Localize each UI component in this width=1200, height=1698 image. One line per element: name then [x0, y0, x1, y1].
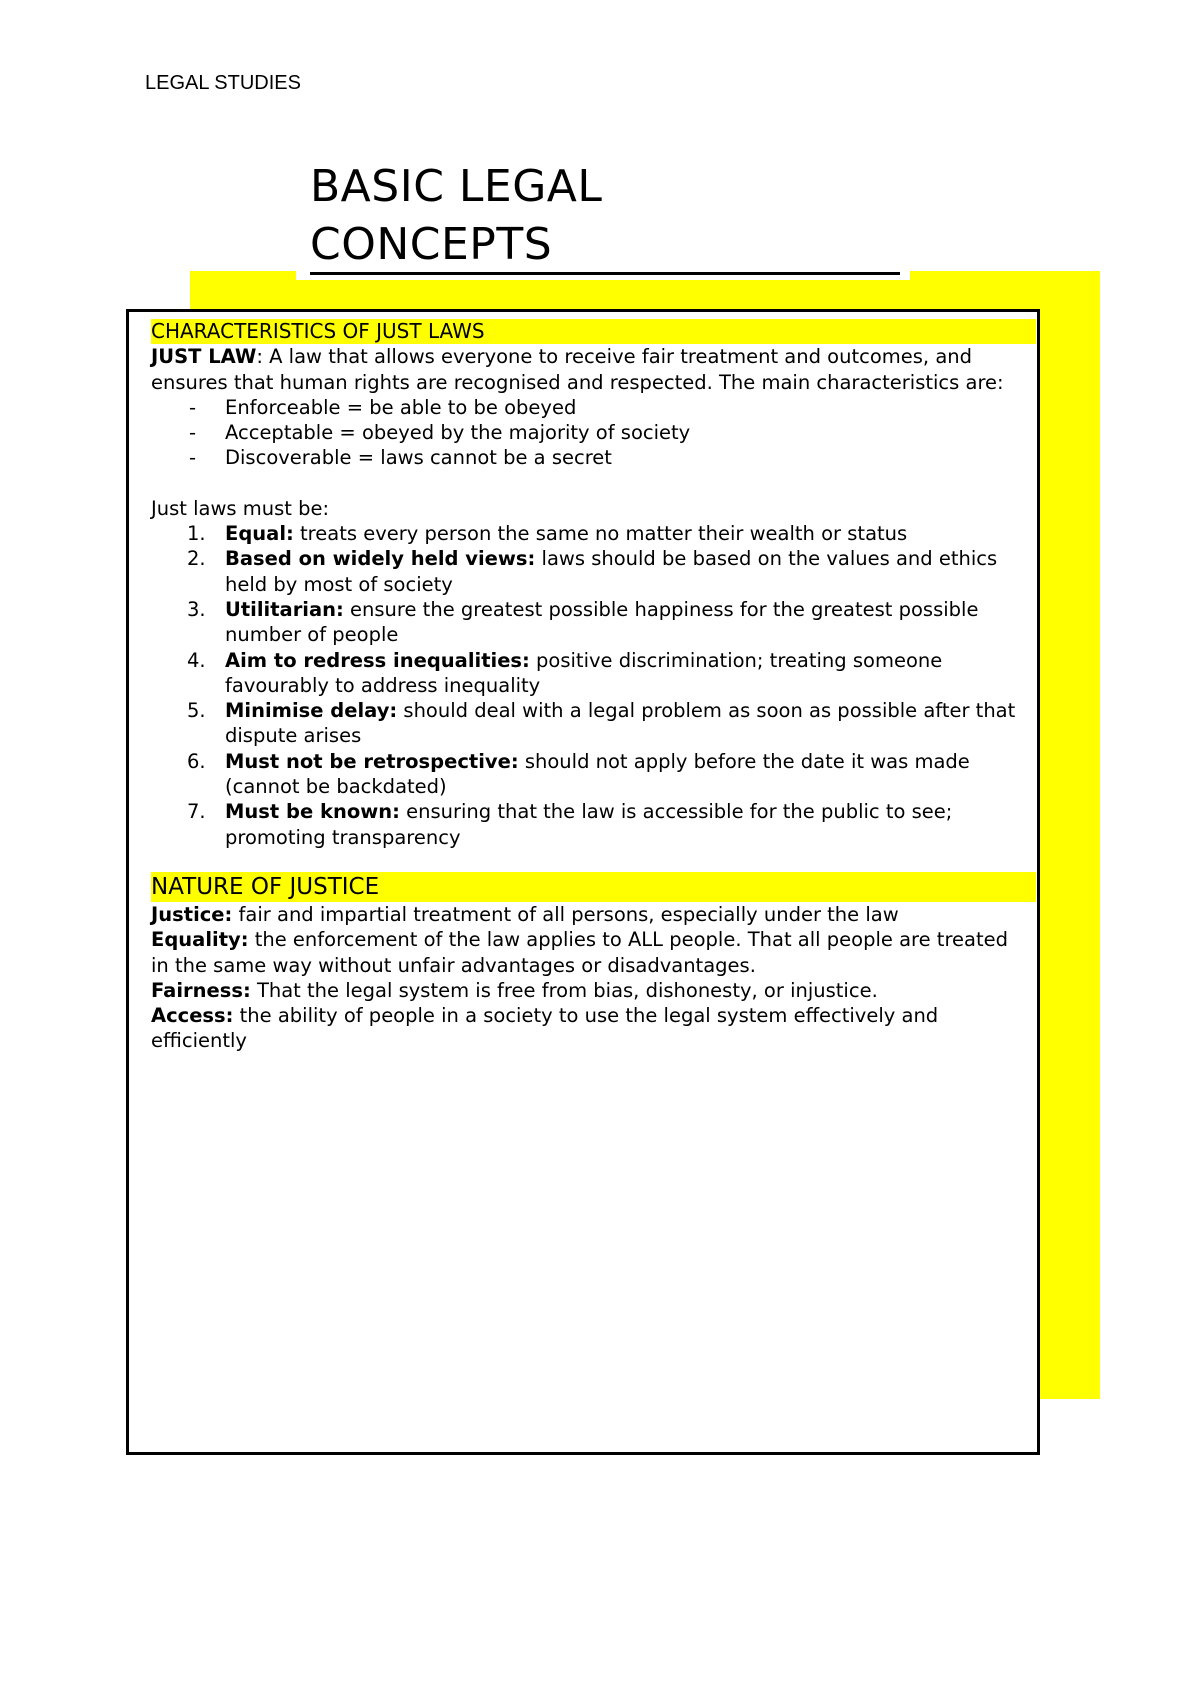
list-item [151, 749, 1031, 800]
definition-term: Justice: [151, 902, 233, 926]
definition-term: Equality: [151, 928, 249, 952]
item-term: Aim to redress inequalities: [225, 648, 530, 672]
list-item [151, 799, 1031, 850]
characteristics-list [151, 395, 1031, 471]
definition-text: the ability of people in a society to use the legal system effectively and efficiently [151, 1004, 939, 1053]
section-heading-nature-of-justice: NATURE OF JUSTICE [151, 872, 1036, 902]
item-number: 2. [187, 547, 206, 571]
content-body [151, 319, 1031, 1054]
list-item [151, 648, 1031, 699]
definition-justice [151, 902, 1031, 927]
item-text: should not apply before the date it was made (cannot be backdated) [225, 749, 970, 799]
list-item [151, 521, 1031, 546]
item-term: Based on widely held views: [225, 547, 536, 571]
must-be-label: Just laws must be: [151, 496, 330, 520]
item-number: 3. [187, 597, 206, 621]
just-law-text: : A law that allows everyone to receive fair treatment and outcomes, and ensures that human rights are recognised and respected. The main characteristics are: [151, 345, 1004, 394]
item-number: 1. [187, 522, 206, 546]
list-item [151, 698, 1031, 749]
item-term: Minimise delay: [225, 699, 398, 723]
just-law-term: JUST LAW [151, 345, 257, 369]
list-item: - Acceptable = obeyed by the majority of society [151, 420, 1031, 445]
header-label: LEGAL STUDIES [145, 72, 301, 94]
item-text: laws should be based on the values and ethics held by most of society [225, 547, 998, 596]
definition-fairness [151, 978, 1031, 1003]
list-item: - Enforceable = be able to be obeyed [151, 395, 1031, 420]
item-text: ensure the greatest possible happiness for the greatest possible number of people [225, 597, 979, 647]
definition-text: fair and impartial treatment of all persons, especially under the law [232, 902, 899, 926]
content-box [126, 309, 1040, 1455]
definition-term: Access: [151, 1004, 234, 1028]
just-laws-list [151, 521, 1031, 850]
item-number: 5. [187, 699, 206, 723]
just-law-definition [151, 344, 1031, 395]
item-term: Must not be retrospective: [225, 749, 519, 773]
section-heading-just-laws: CHARACTERISTICS OF JUST LAWS [151, 319, 1036, 344]
item-term: Must be known: [225, 800, 400, 824]
list-item [151, 546, 1031, 597]
item-text: should deal with a legal problem as soon as possible after that dispute arises [225, 699, 1016, 748]
item-number: 7. [187, 800, 206, 824]
definition-term: Fairness: [151, 978, 251, 1002]
item-term: Utilitarian: [225, 597, 344, 621]
page-title [310, 158, 900, 274]
title-underline [310, 272, 900, 275]
page-title-line1: BASIC LEGAL [310, 161, 603, 212]
item-text: positive discrimination; treating someone favourably to address inequality [225, 648, 943, 697]
item-text: ensuring that the law is accessible for the public to see; promoting transparency [225, 800, 953, 849]
definition-access [151, 1003, 1031, 1054]
item-number: 6. [187, 749, 206, 773]
item-number: 4. [187, 648, 206, 672]
title-block [296, 150, 910, 280]
definition-equality [151, 927, 1031, 978]
definition-text: That the legal system is free from bias, dishonesty, or injustice. [250, 978, 878, 1002]
definition-text: the enforcement of the law applies to ALL people. That all people are treated in the same way without unfair advantages or disadvantages. [151, 928, 1009, 977]
list-item [151, 597, 1031, 648]
list-item: - Discoverable = laws cannot be a secret [151, 445, 1031, 470]
item-text: treats every person the same no matter their wealth or status [293, 522, 908, 546]
page-title-line2: CONCEPTS [310, 219, 553, 270]
item-term: Equal: [225, 522, 294, 546]
